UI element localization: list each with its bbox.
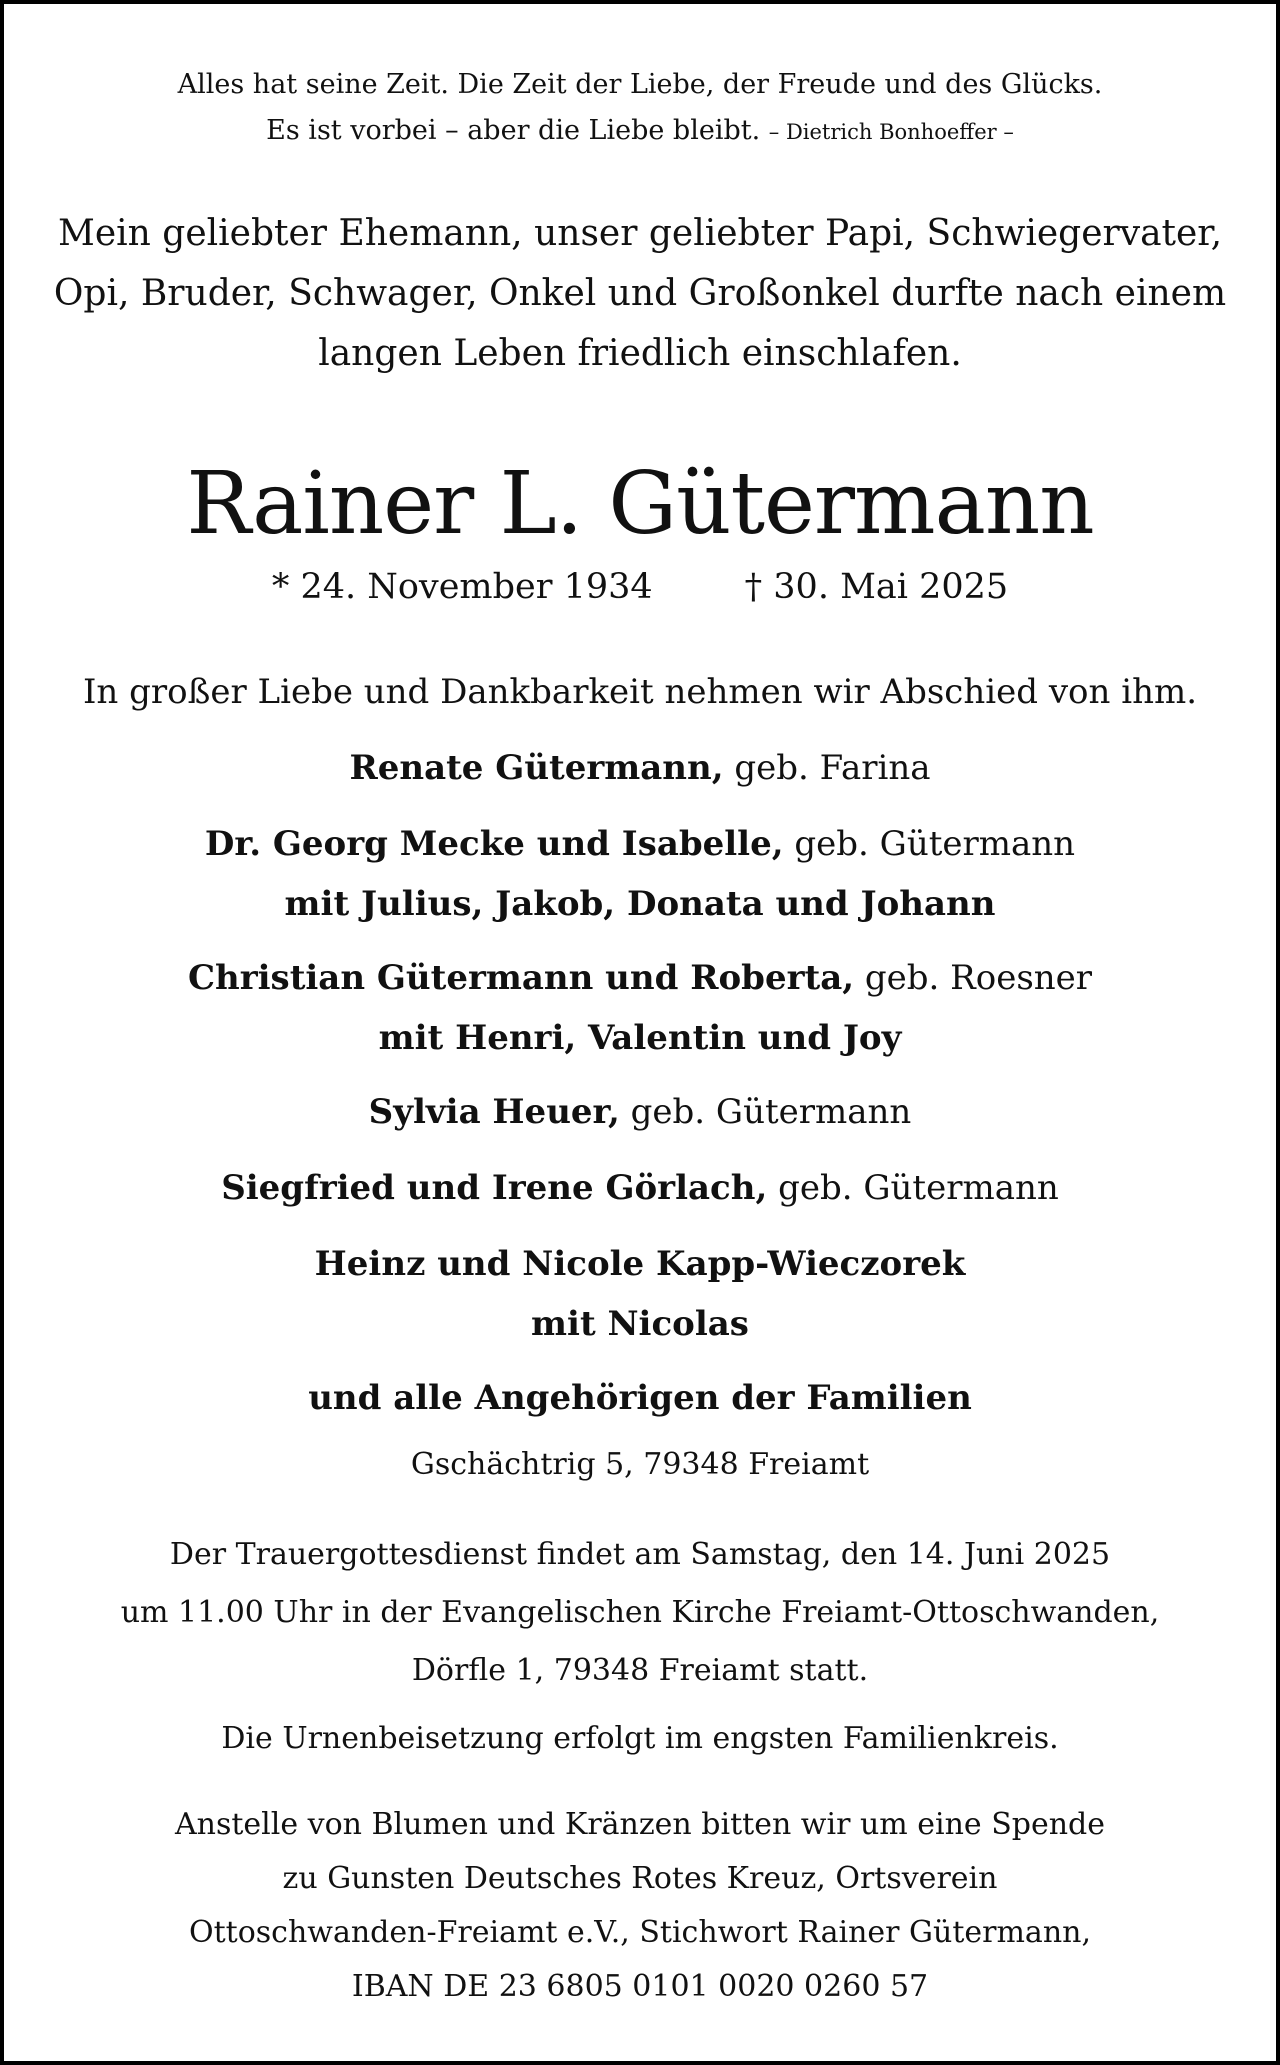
intro-text — [44, 204, 1236, 384]
family-member-name: Dr. Georg Mecke und Isabelle, — [204, 824, 784, 864]
family-member-children: mit Nicolas — [531, 1304, 749, 1344]
service-line-1: Der Trauergottesdienst findet am Samstag, den 14. Juni 2025 — [169, 1537, 1111, 1572]
donation-line-1: Anstelle von Blumen und Kränzen bitten wir um eine Spende — [174, 1807, 1106, 1842]
intro-line-1: Mein geliebter Ehemann, unser geliebter Papi, Schwiegervater, — [57, 213, 1223, 254]
family-entry-line — [44, 814, 1236, 874]
intro-line-2: Opi, Bruder, Schwager, Onkel und Großonkel durfte nach einem — [53, 273, 1227, 314]
family-entry — [44, 1234, 1236, 1354]
family-entry — [44, 814, 1236, 934]
family-member-maiden-name: geb. Gütermann — [794, 824, 1076, 864]
birth-date: * 24. November 1934 — [271, 567, 653, 607]
donation-line-2: zu Gunsten Deutsches Rotes Kreuz, Ortsverein — [282, 1861, 998, 1896]
motto-quote — [44, 62, 1236, 155]
family-list — [44, 738, 1236, 1444]
family-member-maiden-name: geb. Gütermann — [778, 1168, 1059, 1208]
urn-burial-info: Die Urnenbeisetzung erfolgt im engsten Familienkreis. — [221, 1721, 1059, 1756]
motto-author: – Dietrich Bonhoeffer – — [768, 120, 1014, 144]
family-entry-line — [44, 1082, 1236, 1142]
family-entry — [44, 948, 1236, 1068]
service-line-2: um 11.00 Uhr in der Evangelischen Kirche Freiamt-Ottoschwanden, — [120, 1595, 1160, 1630]
death-date: † 30. Mai 2025 — [744, 567, 1009, 607]
donation-request — [44, 1798, 1236, 2014]
family-member-name: und alle Angehörigen der Familien — [308, 1378, 972, 1418]
family-member-name: Sylvia Heuer, — [368, 1092, 620, 1132]
deceased-name: Rainer L. Gütermann — [186, 454, 1094, 554]
family-entry — [44, 1368, 1236, 1428]
family-member-children: mit Henri, Valentin und Joy — [378, 1018, 902, 1058]
family-entry-line — [44, 738, 1236, 798]
family-entry — [44, 1158, 1236, 1218]
family-member-name: Christian Gütermann und Roberta, — [187, 958, 855, 998]
family-member-maiden-name: geb. Roesner — [864, 958, 1093, 998]
family-entry-line — [44, 1158, 1236, 1218]
family-member-name: Siegfried und Irene Görlach, — [221, 1168, 768, 1208]
farewell-text: In großer Liebe und Dankbarkeit nehmen wir Abschied von ihm. — [82, 672, 1198, 712]
family-entry-line — [44, 1234, 1236, 1294]
family-entry — [44, 738, 1236, 798]
family-member-name: Renate Gütermann, — [349, 748, 724, 788]
life-dates — [4, 559, 1276, 615]
intro-line-3: langen Leben friedlich einschlafen. — [318, 333, 962, 374]
donation-line-3: Ottoschwanden-Freiamt e.V., Stichwort Rainer Gütermann, — [189, 1915, 1091, 1950]
family-member-maiden-name: geb. Gütermann — [630, 1092, 912, 1132]
motto-line-2 — [44, 108, 1236, 155]
family-entry-line — [44, 1368, 1236, 1428]
family-entry-line — [44, 948, 1236, 1008]
family-member-children: mit Julius, Jakob, Donata und Johann — [284, 884, 996, 924]
service-info — [44, 1526, 1236, 1700]
family-address: Gschächtrig 5, 79348 Freiamt — [410, 1447, 870, 1482]
family-member-maiden-name: geb. Farina — [734, 748, 931, 788]
service-line-3: Dörfle 1, 79348 Freiamt statt. — [411, 1653, 869, 1688]
motto-line-2-main: Es ist vorbei – aber die Liebe bleibt. — [266, 115, 761, 146]
motto-line-1: Alles hat seine Zeit. Die Zeit der Liebe, der Freude und des Glücks. — [177, 69, 1103, 100]
family-member-name: Heinz und Nicole Kapp-Wieczorek — [314, 1244, 966, 1284]
donation-iban: IBAN DE 23 6805 0101 0020 0260 57 — [351, 1969, 929, 2004]
family-entry — [44, 1082, 1236, 1142]
